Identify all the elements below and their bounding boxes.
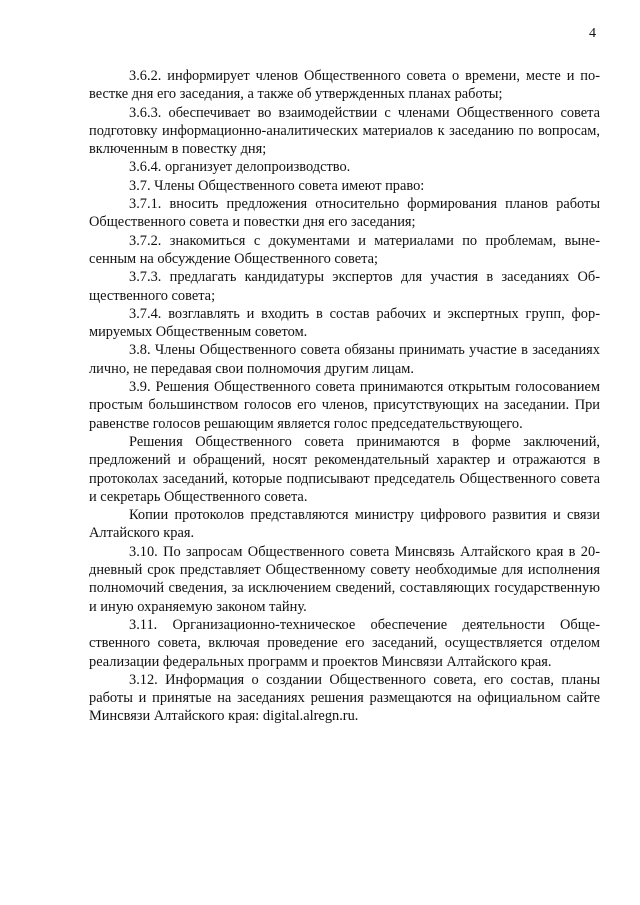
page-number: 4 <box>589 26 596 41</box>
paragraph-3-11: 3.11. Организационно-техническое обеспечение деятельности Общественного совета, включая проведение его заседаний, осуществляется отделом реализации федеральных программ и проектов Минсвязи Алтайского края. <box>89 616 600 670</box>
paragraph-decisions: Решения Общественного совета принимаются в форме заключений, предложений и обращений, носят рекомендательный характер и отражаются в протоколах заседаний, которые подписывают председатель Общественного совета и секретарь Общественного совета. <box>89 433 600 505</box>
paragraph-protocol-copies: Копии протоколов представляются министру цифрового развития и связи Алтайского края. <box>89 507 600 542</box>
paragraph-3-6-4: 3.6.4. организует делопроизводство. <box>129 159 351 176</box>
paragraph-3-9: 3.9. Решения Общественного совета принимаются открытым голосованием простым большинством голосов его членов, присутствующих на заседании. При равенстве голосов решающим является голос председательствующего. <box>89 379 600 432</box>
paragraph-3-8: 3.8. Члены Общественного совета обязаны принимать участие в заседаниях лично, не передавая свои полномочия другим лицам. <box>89 342 600 377</box>
paragraph-3-6-3: 3.6.3. обеспечивает во взаимодействии с членами Общественного совета подготовку информационно-аналитических материалов к заседанию по вопросам, включенным в повестку дня; <box>89 104 600 158</box>
paragraph-3-10: 3.10. По запросам Общественного совета Минсвязь Алтайского края в 20-дневный срок представляет Общественному совету необходимые для исполнения полномочий сведения, за исключением сведений, составляющих государственную и иную охраняемую законом тайну. <box>89 543 600 615</box>
paragraph-3-7-3: 3.7.3. предлагать кандидатуры экспертов для участия в заседаниях Общественного совета; <box>89 269 600 304</box>
document-body <box>89 67 600 726</box>
paragraph-3-6-2: 3.6.2. информирует членов Общественного совета о времени, месте и повестке дня его заседания, а также об утвержденных планах работы; <box>89 68 600 103</box>
paragraph-3-7-1: 3.7.1. вносить предложения относительно формирования планов работы Общественного совета и повестки дня его заседания; <box>89 196 600 231</box>
paragraph-3-7: 3.7. Члены Общественного совета имеют право: <box>129 177 425 194</box>
paragraph-3-7-4: 3.7.4. возглавлять и входить в состав рабочих и экспертных групп, формируемых Общественным советом. <box>89 305 600 341</box>
paragraph-3-12: 3.12. Информация о создании Общественного совета, его состав, планы работы и принятые на заседаниях решения размещаются на официальном сайте Минсвязи Алтайского края: digital.alregn.ru. <box>89 671 600 725</box>
paragraph-3-7-2: 3.7.2. знакомиться с документами и материалами по проблемам, вынесенным на обсуждение Общественного совета; <box>89 232 600 267</box>
